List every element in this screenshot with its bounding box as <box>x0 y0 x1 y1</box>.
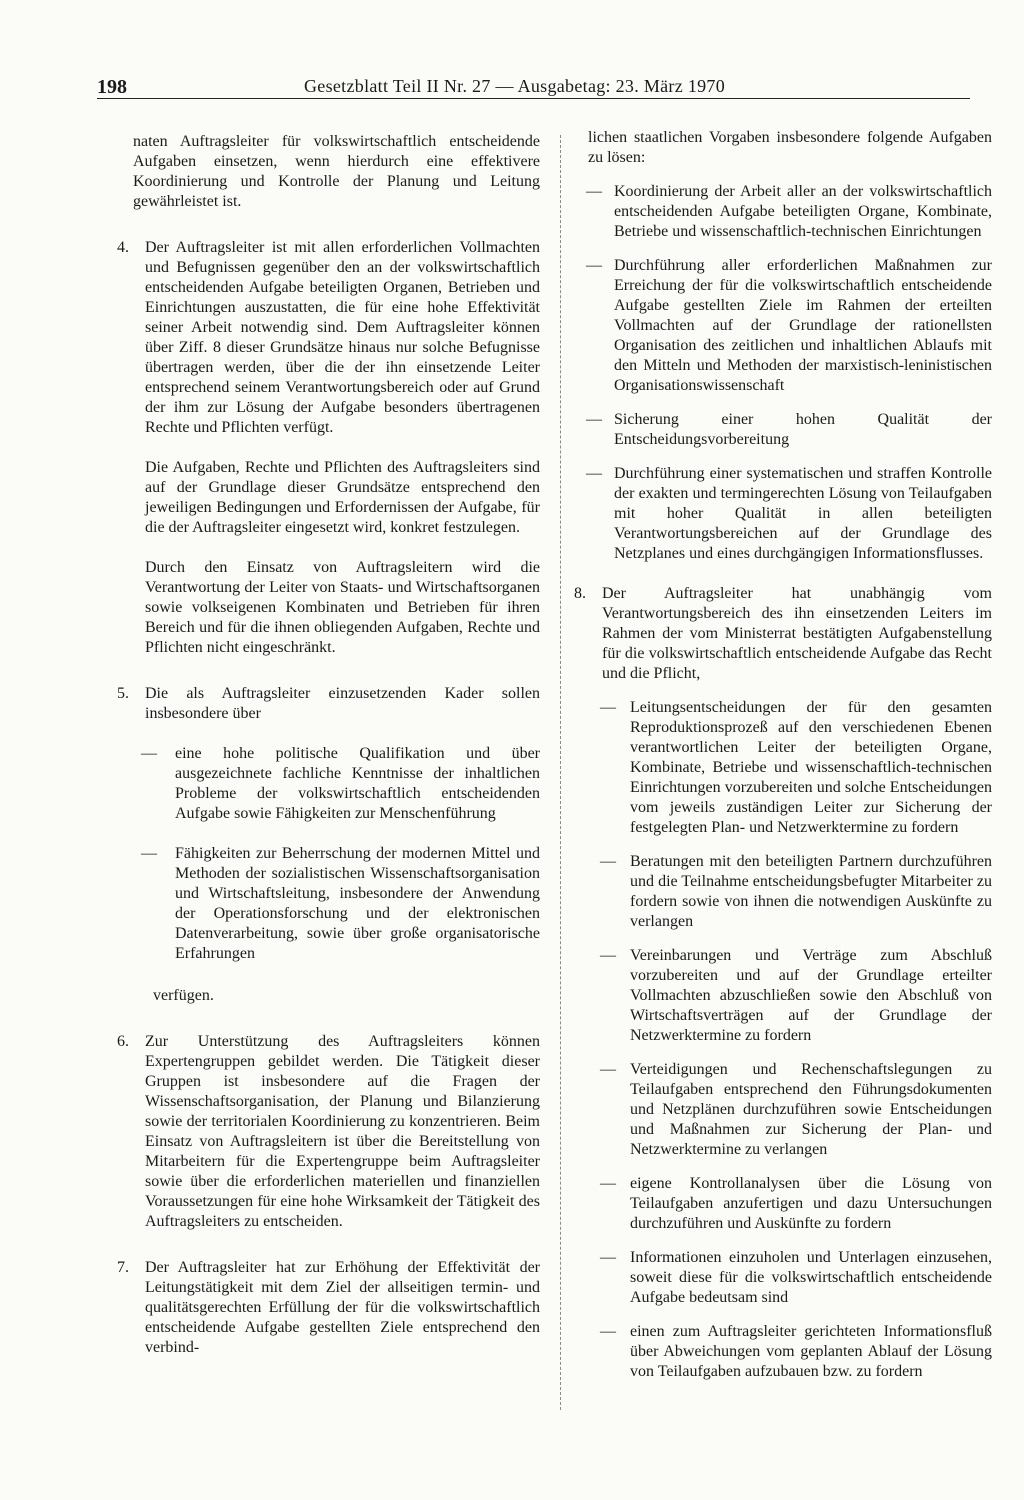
page-number: 198 <box>97 76 127 98</box>
list-item-text: Vereinbarungen und Verträge zum Abschluß vorzubereiten und auf der Grundlage erteilter Vollmachten abzuschließen sowie den Abschluß von Wirtschaftsverträgen auf der Grundlage der Netzwerktermine zu fordern <box>630 947 992 1044</box>
dash-bullet: — <box>600 947 616 964</box>
dash-bullet: — <box>600 853 616 870</box>
section-number: 5. <box>117 685 129 702</box>
list-item <box>580 698 992 838</box>
dash-bullet: — <box>586 183 602 200</box>
list-item <box>580 1322 992 1382</box>
list-item-text: Fähigkeiten zur Beherrschung der modernen Mittel und Methoden der sozialistischen Wissenschaftsorganisation und Wirtschaftsleitung, insbesondere der Anwendung der Operationsforschung und der elektronischen Datenverarbeitung, sowie über große organisatorische Erfahrungen <box>175 845 540 962</box>
list-item <box>574 464 992 564</box>
dash-bullet: — <box>586 465 602 482</box>
list-item-text: Informationen einzuholen und Unterlagen einzusehen, soweit diese für die volkswirtschaftlich entscheidende Aufgabe bedeutsam sind <box>630 1249 992 1306</box>
section-6 <box>117 1032 540 1232</box>
section-4 <box>117 238 540 658</box>
dash-bullet: — <box>141 745 157 762</box>
intro-paragraph: naten Auftragsleiter für volkswirtschaftlich entscheidende Aufgaben einsetzen, wenn hierdurch eine effektivere Koordinierung und Kontrolle der Planung und Leitung gewährleistet ist. <box>133 133 540 210</box>
running-title: Gesetzblatt Teil II Nr. 27 — Ausgabetag: 23. März 1970 <box>304 76 726 96</box>
section-5-closing: verfügen. <box>153 987 214 1004</box>
section-4-paragraph-2: Die Aufgaben, Rechte und Pflichten des Auftragsleiters sind auf der Grundlage dieser Grundsätze entsprechend den jeweiligen Bedingungen und Erfordernissen der Aufgabe, für die der Auftragsleiter eingesetzt wird, konkret festzulegen. <box>145 459 540 536</box>
dash-bullet: — <box>586 411 602 428</box>
section-number: 8. <box>574 585 586 602</box>
left-column <box>117 132 540 1358</box>
list-item <box>580 1248 992 1308</box>
dash-bullet: — <box>600 699 616 716</box>
list-item-text: Beratungen mit den beteiligten Partnern durchzuführen und die Teilnahme entscheidungsbefugter Mitarbeiter zu fordern sowie von ihnen die notwendigen Auskünfte zu verlangen <box>630 853 992 930</box>
list-item-text: Sicherung einer hohen Qualität der Entscheidungsvorbereitung <box>614 411 992 448</box>
dash-bullet: — <box>600 1061 616 1078</box>
list-item <box>131 744 540 824</box>
list-item <box>580 1060 992 1160</box>
section-5-text: Die als Auftragsleiter einzusetzenden Kader sollen insbesondere über <box>145 685 540 722</box>
list-item <box>580 1174 992 1234</box>
column-divider <box>560 135 562 1410</box>
list-item <box>574 256 992 396</box>
dash-bullet: — <box>141 845 157 862</box>
list-item-text: Durchführung einer systematischen und straffen Kontrolle der exakten und termingerechten Lösung von Teilaufgaben mit hoher Qualität in allen beteiligten Verantwortungsbereichen auf der Grundlage des Netzplanes und eines durchgängigen Informationsflusses. <box>614 465 992 562</box>
section-5 <box>117 684 540 1006</box>
right-column <box>574 128 992 1382</box>
dash-bullet: — <box>586 257 602 274</box>
list-item <box>580 852 992 932</box>
dash-bullet: — <box>600 1249 616 1266</box>
list-item-text: Durchführung aller erforderlichen Maßnahmen zur Erreichung der für die volkswirtschaftlich entscheidende Aufgabe gestellten Ziele im Rahmen der erteilten Vollmachten auf der Grundlage der rationellsten Organisation des zeitlichen und inhaltlichen Ablaufs mit den Mitteln und Methoden der marxistisch-leninistischen Organisationswissenschaft <box>614 257 992 394</box>
list-item-text: Verteidigungen und Rechenschaftslegungen zu Teilaufgaben entsprechend den Führungsdokumenten und Netzplänen durchzuführen sowie Entscheidungen und Maßnahmen zur Sicherung der Plan- und Netzwerktermine zu verlangen <box>630 1061 992 1158</box>
list-item-text: eigene Kontrollanalysen über die Lösung von Teilaufgaben anzufertigen und dazu Untersuchungen durchzuführen und Auskünfte zu fordern <box>630 1175 992 1232</box>
list-item-text: einen zum Auftragsleiter gerichteten Informationsfluß über Abweichungen vom geplanten Ablauf der Lösung von Teilaufgaben aufzubauen bzw. zu fordern <box>630 1323 992 1380</box>
list-item <box>574 182 992 242</box>
section-number: 7. <box>117 1259 129 1276</box>
page-header <box>97 76 970 99</box>
section-8 <box>574 584 992 1382</box>
list-item <box>574 410 992 450</box>
list-item <box>131 844 540 964</box>
list-item-text: Leitungsentscheidungen der für den gesamten Reproduktionsprozeß auf den verschiedenen Ebenen verantwortlichen Leiter der beteiligten Organe, Kombinate, Betriebe und wissenschaftlich-technischen Einrichtungen vorzubereiten und solche Entscheidungen vom jeweils zuständigen Leiter zur Sicherung der festgelegten Plan- und Netzwerktermine zu fordern <box>630 699 992 836</box>
dash-bullet: — <box>600 1175 616 1192</box>
section-4-text: Der Auftragsleiter ist mit allen erforderlichen Vollmachten und Befugnissen gegenüber den an der volkswirtschaftlich entscheidenden Aufgabe beteiligten Organen, Betrieben und Einrichtungen auszustatten, die für eine hohe Effektivität seiner Arbeit notwendig sind. Dem Auftragsleiter können über Ziff. 8 dieser Grundsätze hinaus nur solche Befugnisse übertragen werden, über die der ihn einsetzende Leiter entsprechend seinem Verantwortungsbereich oder auf Grund der ihm zur Lösung der Aufgabe besonders übertragenen Rechte und Pflichten verfügt. <box>145 239 540 436</box>
list-item-text: eine hohe politische Qualifikation und über ausgezeichnete fachliche Kenntnisse der inhaltlichen Probleme der volkswirtschaftlich entscheidenden Aufgabe sowie Fähigkeiten zur Menschenführung <box>175 745 540 822</box>
list-item-text: Koordinierung der Arbeit aller an der volkswirtschaftlich entscheidenden Aufgabe beteiligten Organe, Kombinate, Betriebe und wissenschaftlich-technischen Einrichtungen <box>614 183 992 240</box>
section-7-text: Der Auftragsleiter hat zur Erhöhung der Effektivität der Leitungstätigkeit mit dem Ziel der allseitigen termin- und qualitätsgerechten Erfüllung der für die volkswirtschaftlich entscheidende Aufgabe gestellten Ziele entsprechend den verbind- <box>145 1259 540 1356</box>
section-8-text: Der Auftragsleiter hat unabhängig vom Verantwortungsbereich des ihn einsetzenden Leiters im Rahmen der vom Ministerrat bestätigten Aufgabenstellung für die volkswirtschaftlich entscheidende Aufgabe das Recht und die Pflicht, <box>602 585 992 682</box>
right-intro-paragraph: lichen staatlichen Vorgaben insbesondere folgende Aufgaben zu lösen: <box>588 129 992 166</box>
section-4-paragraph-3: Durch den Einsatz von Auftragsleitern wird die Verantwortung der Leiter von Staats- und Wirtschaftsorganen sowie volkseigenen Kombinaten und Betrieben für ihren Bereich und für die ihnen obliegenden Aufgaben, Rechte und Pflichten nicht eingeschränkt. <box>145 559 540 656</box>
section-number: 4. <box>117 239 129 256</box>
section-6-text: Zur Unterstützung des Auftragsleiters können Expertengruppen gebildet werden. Die Tätigkeit dieser Gruppen ist insbesondere auf die Fragen der Wissenschaftsorganisation, der Planung und Bilanzierung sowie der territorialen Koordinierung zu konzentrieren. Beim Einsatz von Auftragsleitern ist über die Bereitstellung von Mitarbeitern für die Expertengruppe beim Auftragsleiter sowie über die erforderlichen materiellen und finanziellen Voraussetzungen für eine hohe Wirksamkeit der Tätigkeit des Auftragsleiters zu entscheiden. <box>145 1033 540 1230</box>
section-7 <box>117 1258 540 1358</box>
list-item <box>580 946 992 1046</box>
dash-bullet: — <box>600 1323 616 1340</box>
section-number: 6. <box>117 1033 129 1050</box>
